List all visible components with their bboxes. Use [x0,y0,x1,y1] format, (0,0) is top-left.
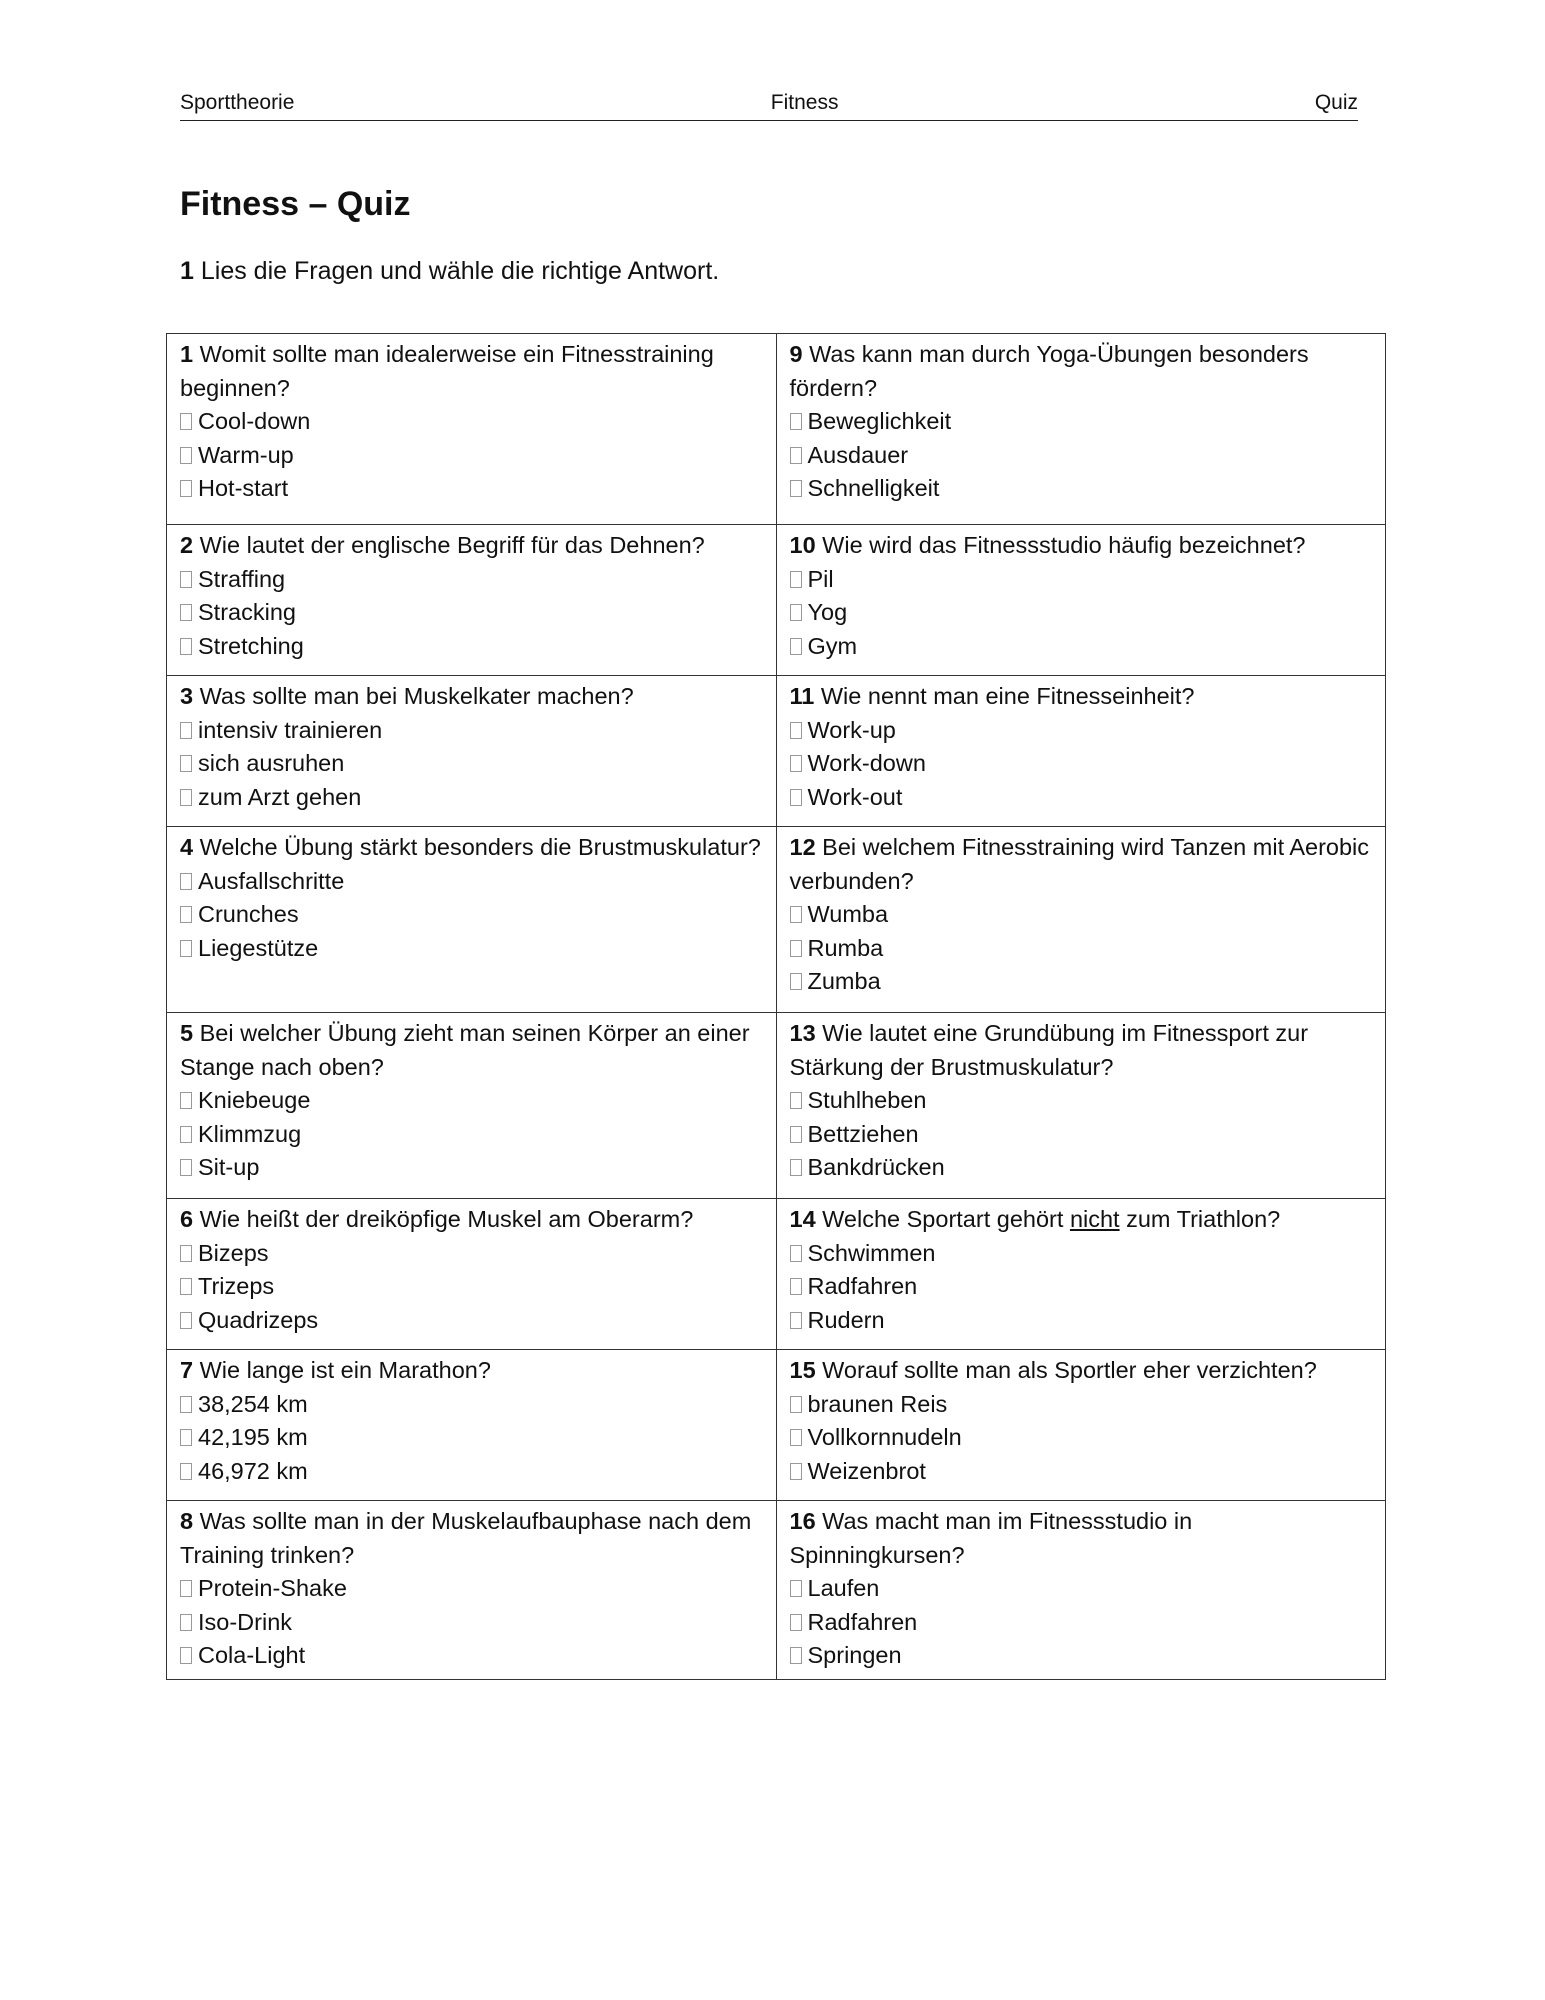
question-label: Wie lautet eine Grundübung im Fitnessport zur Stärkung der Brustmuskulatur? [789,1020,1309,1080]
option-label: Work-down [807,750,926,776]
question-label: zum Triathlon? [1126,1206,1281,1232]
answer-option[interactable] [790,405,1374,439]
option-label: Cola-Light [198,1642,306,1668]
option-label: Stracking [198,599,296,625]
option-label: Rumba [807,934,884,961]
question-cell [167,1501,777,1680]
question-cell [167,676,777,827]
checkbox-icon[interactable] [790,1614,802,1631]
question-number: 11 [789,683,815,709]
checkbox-icon[interactable] [790,1396,802,1413]
question-cell [776,334,1386,525]
answer-option[interactable] [180,1118,764,1152]
checkbox-icon[interactable] [180,1312,192,1329]
answer-option[interactable] [180,1084,764,1118]
question-cell [776,1013,1386,1199]
option-label: Trizeps [198,1273,275,1299]
checkbox-icon[interactable] [180,1245,192,1262]
question-label: Wie lange ist ein Marathon? [199,1357,491,1383]
question-text [180,338,764,405]
question-text [180,1354,764,1388]
option-label: 46,972 km [198,1457,308,1484]
checkbox-icon[interactable] [180,638,192,655]
question-number: 1 [180,341,194,367]
question-number: 4 [180,834,194,860]
option-label: Stuhlheben [807,1087,927,1113]
question-number: 16 [789,1508,816,1534]
question-number: 7 [180,1357,194,1383]
answer-option[interactable] [790,1084,1374,1118]
question-number: 12 [789,834,816,860]
answer-option[interactable] [790,1118,1374,1152]
checkbox-icon[interactable] [790,1463,802,1480]
option-label: Radfahren [807,1608,918,1635]
question-cell [167,334,777,525]
answer-option[interactable] [180,1455,764,1489]
checkbox-icon[interactable] [180,789,192,806]
checkbox-icon[interactable] [180,1614,192,1631]
question-number: 3 [180,683,194,709]
answer-option[interactable] [790,1421,1374,1455]
answer-option[interactable] [180,898,764,932]
answer-option[interactable] [180,1421,764,1455]
checkbox-icon[interactable] [180,906,192,923]
checkbox-icon[interactable] [790,1278,802,1295]
question-label: Was sollte man bei Muskelkater machen? [199,683,634,709]
checkbox-icon[interactable] [790,1092,802,1109]
answer-option[interactable] [790,596,1374,630]
answer-option[interactable] [790,714,1374,748]
checkbox-icon[interactable] [790,480,802,497]
option-label: Ausdauer [807,441,909,468]
question-text [790,529,1374,563]
option-label: Springen [807,1642,902,1668]
option-label: Zumba [807,968,881,994]
question-cell [167,827,777,1013]
checkbox-icon[interactable] [180,1159,192,1176]
checkbox-icon[interactable] [790,447,802,464]
question-text [790,338,1374,405]
checkbox-icon[interactable] [790,413,802,430]
question-label: Bei welcher Übung zieht man seinen Körper an einer Stange nach oben? [180,1020,750,1080]
quiz-row [167,334,1386,525]
checkbox-icon[interactable] [790,604,802,621]
quiz-table [166,333,1386,1680]
checkbox-icon[interactable] [790,1580,802,1597]
answer-option[interactable] [180,781,764,815]
answer-option[interactable] [180,1639,764,1673]
checkbox-icon[interactable] [790,940,802,957]
checkbox-icon[interactable] [790,973,802,990]
question-label: Wie nennt man eine Fitnesseinheit? [820,683,1195,709]
question-number: 13 [789,1020,816,1046]
answer-option[interactable] [790,747,1374,781]
checkbox-icon[interactable] [790,571,802,588]
option-label: Cool-down [198,408,311,434]
option-label: Pil [807,565,834,592]
quiz-row [167,1013,1386,1199]
answer-option[interactable] [790,1270,1374,1304]
checkbox-icon[interactable] [180,1396,192,1413]
page-header [180,90,1358,121]
checkbox-icon[interactable] [180,571,192,588]
question-text [180,1203,764,1237]
header-topic: Fitness [770,91,839,114]
answer-option[interactable] [180,1270,764,1304]
question-text [790,1354,1374,1388]
task-instruction [180,256,719,286]
quiz-row [167,1501,1386,1680]
answer-option[interactable] [180,747,764,781]
option-label: 42,195 km [198,1424,308,1450]
answer-option[interactable] [790,472,1374,506]
option-label: Vollkornnudeln [807,1424,962,1450]
question-text [180,529,764,563]
option-label: Liegestütze [198,934,319,961]
option-label: Bankdrücken [807,1154,945,1180]
question-cell [776,1501,1386,1680]
question-label: Was macht man im Fitnessstudio in Spinningkursen? [789,1508,1193,1568]
checkbox-icon[interactable] [180,604,192,621]
answer-option[interactable] [180,1237,764,1271]
checkbox-icon[interactable] [180,480,192,497]
quiz-row [167,676,1386,827]
answer-option[interactable] [790,563,1374,597]
question-cell [776,827,1386,1013]
checkbox-icon[interactable] [180,873,192,890]
header-type: Quiz [1314,91,1358,114]
checkbox-icon[interactable] [180,940,192,957]
question-number: 5 [180,1020,194,1046]
checkbox-icon[interactable] [790,1245,802,1262]
option-label: Laufen [807,1575,880,1601]
option-label: Weizenbrot [807,1457,926,1484]
question-cell [167,1013,777,1199]
question-number: 14 [789,1206,816,1232]
option-label: Gym [807,632,858,659]
question-cell [776,525,1386,676]
option-label: Rudern [807,1306,885,1333]
question-text [790,680,1374,714]
answer-option[interactable] [790,1388,1374,1422]
answer-option[interactable] [790,1639,1374,1673]
option-label: Kniebeuge [198,1087,311,1113]
question-number: 6 [180,1206,194,1232]
question-label: Welche Sportart gehört [822,1206,1064,1232]
question-label: Was kann man durch Yoga-Übungen besonders fördern? [789,341,1309,401]
question-text [180,1017,764,1084]
option-label: Quadrizeps [198,1306,319,1333]
checkbox-icon[interactable] [790,638,802,655]
question-text [180,831,764,865]
question-emphasis: nicht [1069,1206,1120,1232]
checkbox-icon[interactable] [180,447,192,464]
option-label: Work-up [807,716,896,743]
option-label: 38,254 km [198,1390,308,1417]
answer-option[interactable] [790,932,1374,966]
option-label: Yog [807,599,848,625]
question-label: Wie wird das Fitnessstudio häufig bezeichnet? [822,532,1306,558]
quiz-row [167,827,1386,1013]
answer-option[interactable] [180,932,764,966]
answer-option[interactable] [790,1237,1374,1271]
question-label: Bei welchem Fitnesstraining wird Tanzen mit Aerobic verbunden? [789,834,1370,894]
answer-option[interactable] [790,439,1374,473]
question-text [790,1017,1374,1084]
checkbox-icon[interactable] [180,755,192,772]
option-label: zum Arzt gehen [198,783,362,810]
option-label: sich ausruhen [198,750,345,776]
question-text [180,1505,764,1572]
option-label: Work-out [807,783,903,810]
option-label: braunen Reis [807,1390,948,1417]
checkbox-icon[interactable] [790,1126,802,1143]
question-number: 8 [180,1508,194,1534]
question-label: Worauf sollte man als Sportler eher verzichten? [822,1357,1317,1383]
checkbox-icon[interactable] [790,722,802,739]
answer-option[interactable] [180,439,764,473]
checkbox-icon[interactable] [180,413,192,430]
question-number: 9 [789,341,803,367]
checkbox-icon[interactable] [180,1647,192,1664]
option-label: Iso-Drink [198,1608,293,1635]
option-label: Bizeps [198,1239,269,1266]
checkbox-icon[interactable] [790,1159,802,1176]
checkbox-icon[interactable] [180,1429,192,1446]
checkbox-icon[interactable] [790,755,802,772]
page-title: Fitness – Quiz [180,185,411,223]
quiz-row [167,525,1386,676]
answer-option[interactable] [790,965,1374,999]
answer-option[interactable] [180,714,764,748]
answer-option[interactable] [790,630,1374,664]
answer-option[interactable] [180,563,764,597]
option-label: Hot-start [198,475,289,501]
answer-option[interactable] [790,1151,1374,1185]
option-label: Crunches [198,901,299,927]
quiz-row [167,1199,1386,1350]
option-label: Ausfallschritte [198,867,345,894]
answer-option[interactable] [790,1606,1374,1640]
option-label: Warm-up [198,441,294,468]
question-cell [167,1199,777,1350]
option-label: Beweglichkeit [807,408,952,434]
question-text [790,1203,1374,1237]
option-label: Klimmzug [198,1120,302,1147]
option-label: Schwimmen [807,1239,936,1266]
checkbox-icon[interactable] [790,1312,802,1329]
checkbox-icon[interactable] [180,1126,192,1143]
checkbox-icon[interactable] [790,1429,802,1446]
answer-option[interactable] [180,1304,764,1338]
answer-option[interactable] [180,472,764,506]
checkbox-icon[interactable] [180,1580,192,1597]
checkbox-icon[interactable] [790,1647,802,1664]
question-number: 10 [789,532,816,558]
checkbox-icon[interactable] [790,789,802,806]
question-text [790,1505,1374,1572]
question-label: Welche Übung stärkt besonders die Brustmuskulatur? [199,834,761,860]
answer-option[interactable] [180,596,764,630]
question-cell [776,676,1386,827]
question-number: 2 [180,532,194,558]
answer-option[interactable] [790,1455,1374,1489]
answer-option[interactable] [180,1572,764,1606]
option-label: Stretching [198,632,304,659]
task-number: 1 [180,257,194,285]
question-cell [776,1350,1386,1501]
answer-option[interactable] [180,405,764,439]
answer-option[interactable] [790,1304,1374,1338]
answer-option[interactable] [180,865,764,899]
task-text: Lies die Fragen und wähle die richtige Antwort. [200,257,720,285]
checkbox-icon[interactable] [180,1463,192,1480]
option-label: Bettziehen [807,1120,919,1147]
answer-option[interactable] [180,1388,764,1422]
question-cell [167,525,777,676]
checkbox-icon[interactable] [790,906,802,923]
option-label: Wumba [807,901,889,927]
option-label: intensiv trainieren [198,716,383,743]
question-number: 15 [789,1357,816,1383]
question-label: Wie lautet der englische Begriff für das Dehnen? [199,532,705,558]
answer-option[interactable] [180,1606,764,1640]
question-label: Wie heißt der dreiköpfige Muskel am Oberarm? [199,1206,694,1232]
option-label: Radfahren [807,1273,918,1299]
answer-option[interactable] [180,1151,764,1185]
question-cell [776,1199,1386,1350]
option-label: Sit-up [198,1154,260,1180]
question-text [180,680,764,714]
option-label: Schnelligkeit [807,475,940,501]
answer-option[interactable] [790,1572,1374,1606]
question-text [790,831,1374,898]
header-subject: Sporttheorie [180,91,295,114]
quiz-row [167,1350,1386,1501]
question-label: Was sollte man in der Muskelaufbauphase nach dem Training trinken? [180,1508,752,1568]
option-label: Straffing [198,565,286,592]
answer-option[interactable] [790,781,1374,815]
checkbox-icon[interactable] [180,1278,192,1295]
option-label: Protein-Shake [198,1575,347,1601]
checkbox-icon[interactable] [180,722,192,739]
answer-option[interactable] [180,630,764,664]
checkbox-icon[interactable] [180,1092,192,1109]
question-cell [167,1350,777,1501]
answer-option[interactable] [790,898,1374,932]
question-label: Womit sollte man idealerweise ein Fitnesstraining beginnen? [180,341,714,401]
